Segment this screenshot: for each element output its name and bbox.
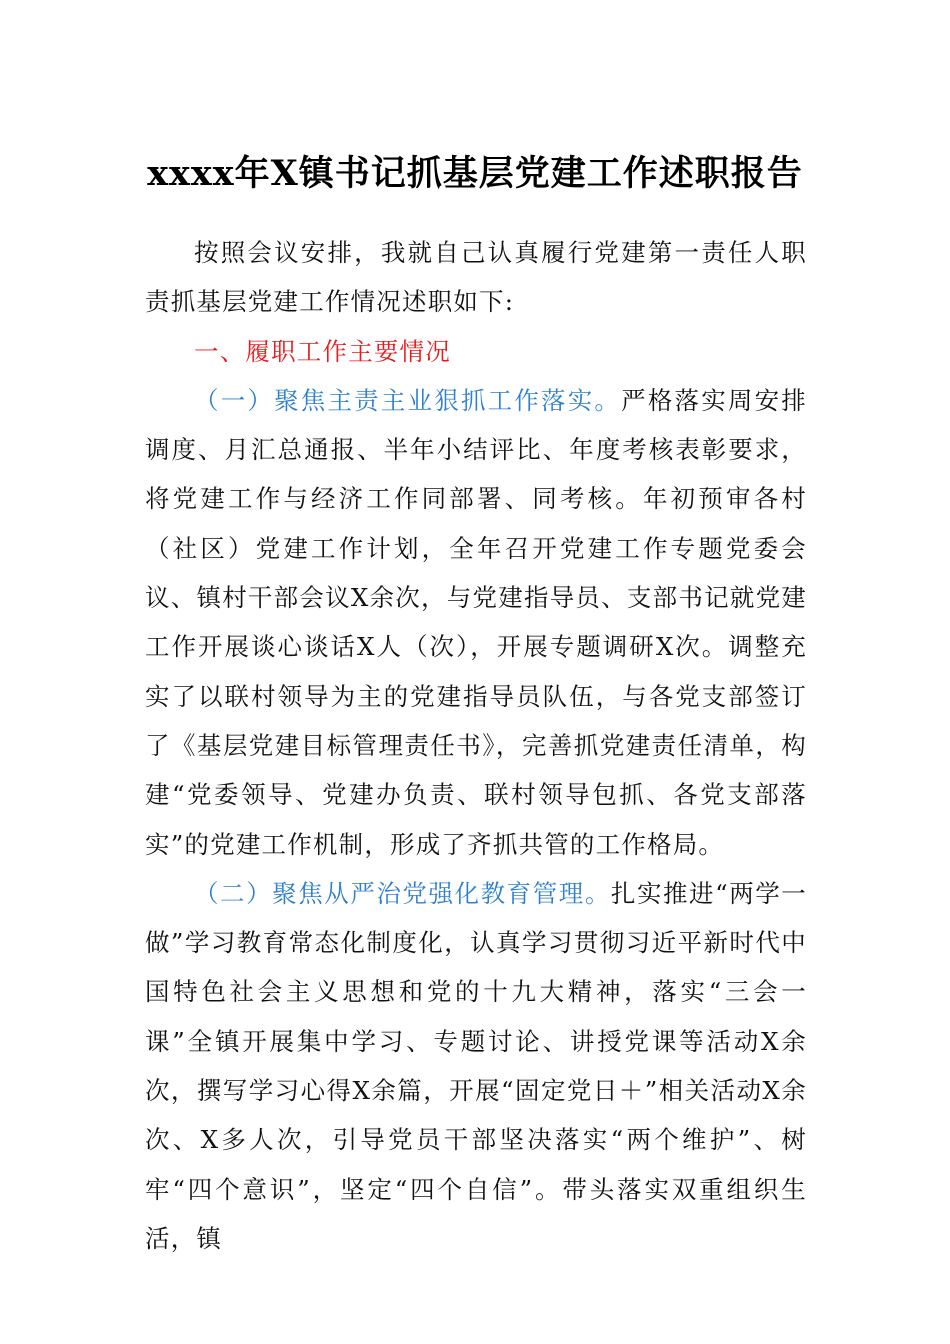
item-paragraph-2 bbox=[145, 869, 807, 1263]
item-lead-1: （一）聚焦主责主业狠抓工作落实。 bbox=[194, 385, 622, 415]
document-title: xxxx年X镇书记抓基层党建工作述职报告 bbox=[147, 153, 803, 194]
intro-paragraph: 按照会议安排，我就自己认真履行党建第一责任人职责抓基层党建工作情况述职如下: bbox=[145, 238, 807, 317]
item-text-2: 扎实推进“两学一做”学习教育常态化制度化，认真学习贯彻习近平新时代中国特色社会主义思想和党的十九大精神，落实“三会一课”全镇开展集中学习、专题讨论、讲授党课等活动X余次，撰写学习心得X余篇，开展“固定党日＋”相关活动X余次、X多人次，引导党员干部坚决落实“两个维护”、树牢“四个意识”，坚定“四个自信”。带头落实双重组织生活，镇 bbox=[145, 878, 808, 1253]
item-text-1: 严格落实周安排调度、月汇总通报、半年小结评比、年度考核表彰要求，将党建工作与经济工作同部署、同考核。年初预审各村（社区）党建工作计划，全年召开党建工作专题党委会议、镇村干部会议X余次，与党建指导员、支部书记就党建工作开展谈心谈话X人（次），开展专题调研X次。调整充实了以联村领导为主的党建指导员队伍，与各党支部签订了《基层党建目标管理责任书》，完善抓党建责任清单，构建“党委领导、党建办负责、联村领导包抓、各党支部落实”的党建工作机制，形成了齐抓共管的工作格局。 bbox=[145, 385, 807, 859]
document-body bbox=[145, 228, 807, 1263]
section-heading: 一、履职工作主要情况 bbox=[194, 336, 451, 366]
item-paragraph-1 bbox=[145, 376, 807, 869]
item-lead-2: （二）聚焦从严治党强化教育管理。 bbox=[194, 878, 611, 908]
